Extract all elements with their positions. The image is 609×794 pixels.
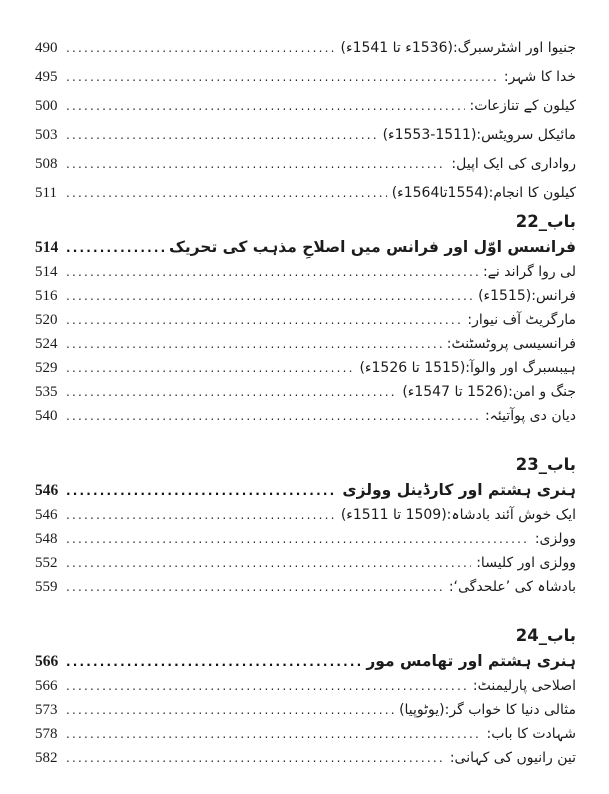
toc-entry-row (35, 179, 576, 208)
entry-title: مثالی دنیا کا خواب گر:(یوٹوپیا) (399, 702, 576, 718)
toc-entry-row (35, 34, 576, 63)
chapter-title: ہنری ہشتم اور کارڈینل وولزی (342, 481, 576, 499)
page-number: 573 (35, 702, 58, 718)
page-number: 566 (35, 653, 59, 670)
dotted-leader (66, 236, 164, 260)
entry-title: وولزی اور کلیسا: (476, 555, 576, 571)
page-number: 582 (35, 750, 58, 766)
toc-entry-row (35, 575, 576, 599)
chapter-title: فرانسس اوّل اور فرانس میں اصلاحِ مذہب کی تحریک (168, 238, 576, 256)
toc-entry-row (35, 308, 576, 332)
entry-title: ہیبسبرگ اور والوآ:(1515 تا 1526ء) (359, 360, 576, 376)
entry-title: فرانس:(1515ء) (478, 288, 576, 304)
dotted-leader (66, 722, 481, 746)
dotted-leader (66, 284, 473, 308)
chapter-section (35, 208, 576, 428)
dotted-leader (66, 575, 444, 599)
page-number: 540 (35, 408, 58, 424)
table-of-contents (35, 34, 576, 770)
page-number: 500 (35, 98, 58, 114)
chapter-title-row (35, 649, 576, 674)
dotted-leader (66, 674, 468, 698)
chapter-section (35, 622, 576, 770)
page-number: 559 (35, 579, 58, 595)
entry-title: خدا کا شہر: (503, 69, 576, 85)
entry-title: شہادت کا باب: (486, 726, 576, 742)
dotted-leader (66, 150, 446, 179)
page-number: 514 (35, 264, 58, 280)
toc-entry-row (35, 404, 576, 428)
entry-title: کیلون کے تنازعات: (469, 98, 576, 114)
toc-entry-row (35, 674, 576, 698)
entry-title: تین رانیوں کی کہانی: (449, 750, 576, 766)
page-number: 535 (35, 384, 58, 400)
dotted-leader (66, 332, 442, 356)
chapter-heading: باب_23 (515, 455, 576, 474)
dotted-leader (66, 503, 336, 527)
page-number: 529 (35, 360, 58, 376)
entry-title: کیلون کا انجام:(1554تا1564ء) (391, 185, 576, 201)
toc-entry-row (35, 380, 576, 404)
toc-entry-row (35, 260, 576, 284)
toc-entry-row (35, 121, 576, 150)
dotted-leader (66, 527, 530, 551)
page-number: 566 (35, 678, 58, 694)
dotted-leader (66, 356, 354, 380)
toc-entry-row (35, 92, 576, 121)
page-number: 508 (35, 156, 58, 172)
page-number: 546 (35, 507, 58, 523)
dotted-leader (66, 179, 387, 208)
page-number: 546 (35, 482, 59, 499)
toc-entry-row (35, 150, 576, 179)
page-number: 524 (35, 336, 58, 352)
entry-title: اصلاحی پارلیمنٹ: (472, 678, 576, 694)
page-number: 520 (35, 312, 58, 328)
dotted-leader (66, 63, 499, 92)
chapter-title: ہنری ہشتم اور تھامس مور (366, 652, 576, 670)
dotted-leader (66, 551, 471, 575)
dotted-leader (66, 308, 462, 332)
dotted-leader (66, 380, 397, 404)
page-number: 490 (35, 40, 58, 56)
chapter-heading: باب_22 (515, 212, 576, 231)
toc-entry-row (35, 722, 576, 746)
page-number: 495 (35, 69, 58, 85)
dotted-leader (66, 479, 337, 503)
toc-entry-row (35, 527, 576, 551)
entry-title: دیان دی پوآتیئہ: (484, 408, 576, 424)
dotted-leader (66, 404, 480, 428)
page-number: 578 (35, 726, 58, 742)
entry-title: مارگریٹ آف نیوار: (467, 312, 576, 328)
entry-title: جنگ و امن:(1526 تا 1547ء) (402, 384, 576, 400)
chapter-title-row (35, 235, 576, 260)
entry-title: فرانسیسی پروٹسٹنٹ: (446, 336, 576, 352)
entry-title: وولزی: (534, 531, 576, 547)
page-number: 516 (35, 288, 58, 304)
entry-title: جنیوا اور اشٹرسبرگ:(1536ء تا 1541ء) (340, 40, 576, 56)
entries-section (35, 34, 576, 208)
entry-title: مائیکل سرویٹس:(1511-1553ء) (382, 127, 576, 143)
dotted-leader (66, 698, 394, 722)
toc-entry-row (35, 356, 576, 380)
chapter-title-row (35, 478, 576, 503)
toc-entry-row (35, 332, 576, 356)
dotted-leader (66, 260, 478, 284)
dotted-leader (66, 650, 361, 674)
page-number: 552 (35, 555, 58, 571)
page-number: 514 (35, 239, 59, 256)
page-number: 503 (35, 127, 58, 143)
dotted-leader (66, 121, 378, 150)
toc-entry-row (35, 503, 576, 527)
dotted-leader (66, 34, 336, 63)
entry-title: رواداری کی ایک اپیل: (451, 156, 576, 172)
entry-title: ایک خوش آئند بادشاہ:(1509 تا 1511ء) (340, 507, 576, 523)
dotted-leader (66, 92, 465, 121)
toc-entry-row (35, 551, 576, 575)
page-number: 511 (35, 185, 57, 201)
page-number: 548 (35, 531, 58, 547)
toc-entry-row (35, 746, 576, 770)
toc-entry-row (35, 63, 576, 92)
entry-title: لی روا گراند نے: (482, 264, 576, 280)
chapter-section (35, 451, 576, 599)
entry-title: بادشاہ کی ’علحدگی‘: (448, 579, 576, 595)
dotted-leader (66, 746, 445, 770)
toc-entry-row (35, 698, 576, 722)
toc-entry-row (35, 284, 576, 308)
chapter-heading: باب_24 (515, 626, 576, 645)
